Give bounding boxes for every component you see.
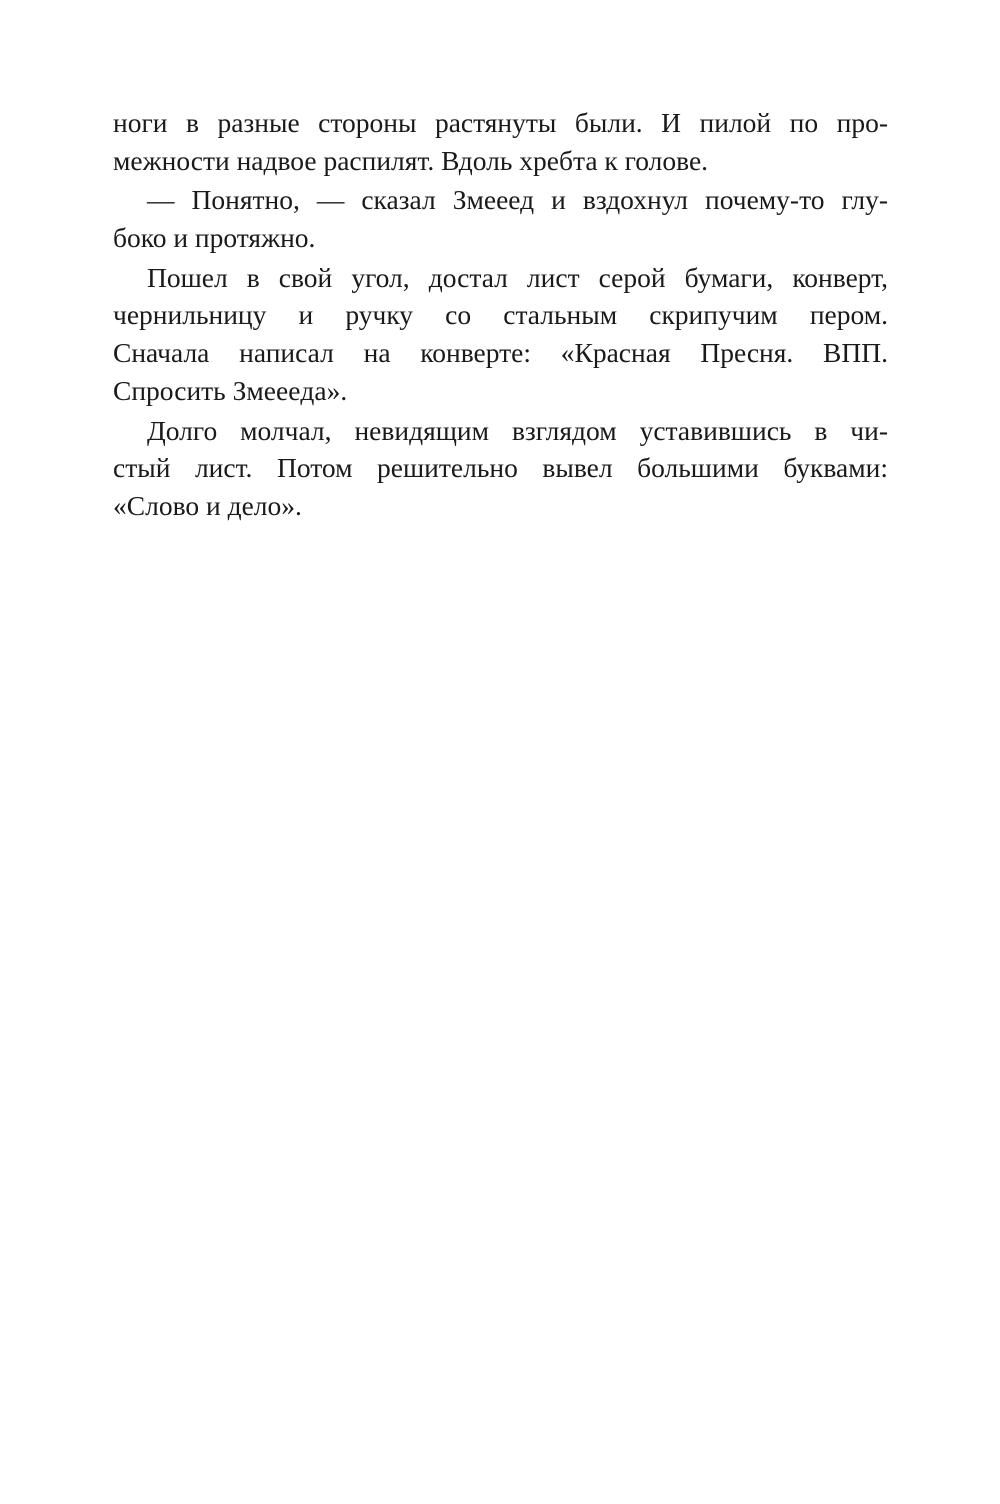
text-line: — Понятно, — сказал Змееед и вздохнул почему-то глу- xyxy=(147,184,888,216)
text-line: чернильницу и ручку со стальным скрипучим пером. xyxy=(113,299,888,331)
text-line: ноги в разные стороны растянуты были. И пилой по про- xyxy=(113,107,888,138)
paragraph xyxy=(113,181,888,256)
paragraph xyxy=(113,259,888,410)
text-line: межности надвое распилят. Вдоль хребта к голове. xyxy=(113,144,709,176)
paragraph xyxy=(113,412,888,525)
text-line: стый лист. Потом решительно вывел большими буквами: xyxy=(113,452,888,484)
text-line: боко и протяжно. xyxy=(113,222,316,254)
text-line: Спросить Змееeда». xyxy=(113,374,348,406)
page-body xyxy=(113,104,888,525)
paragraph xyxy=(113,104,888,179)
text-line: Долго молчал, невидящим взглядом уставившись в чи- xyxy=(147,414,888,446)
text-line: Сначала написал на конверте: «Красная Пресня. ВПП. xyxy=(113,337,888,369)
text-line: Пошел в свой угол, достал лист серой бумаги, конверт, xyxy=(147,261,888,293)
text-line: «Слово и дело». xyxy=(113,489,302,521)
